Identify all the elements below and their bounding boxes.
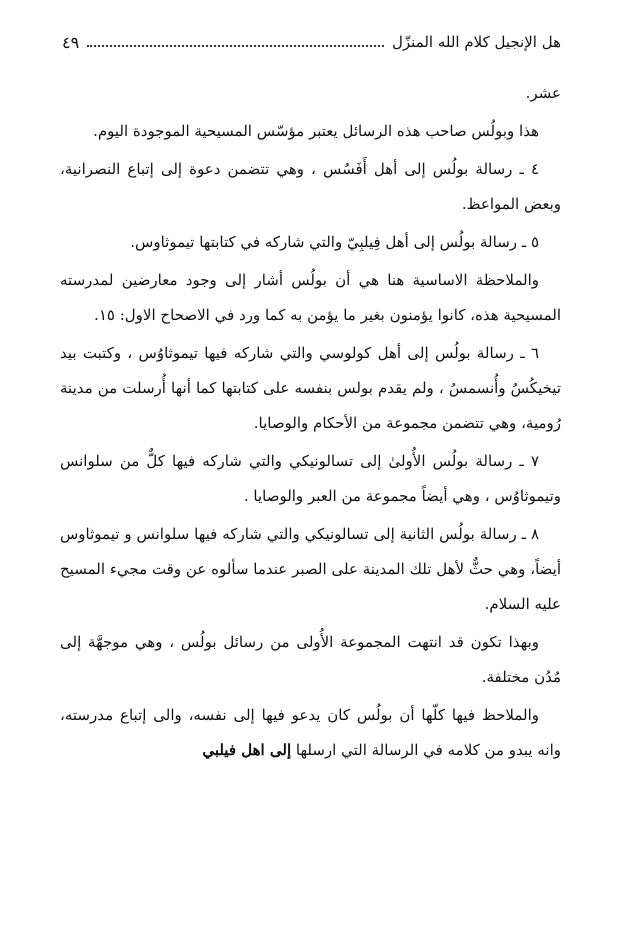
final-note-bold-text: إلى اهل فيلبي <box>202 741 292 759</box>
paragraph-first-group-end: وبهذا تكون قد انتهت المجموعة الأُولى من رسائل بولُس ، وهي موجهَّة إلى مُدُن مختلفة. <box>60 633 561 686</box>
paragraph-item-8-thessalonians-2: ٨ ـ رسالة بولُس الثانية إلى تسالونيكي والتي شاركه فيها سلوانس و تيموثاوس أيضاً، وهي حثٌّ لأهل تلك المدينة على الصبر عندما سألوه عن وقت مجيء المسيح عليه السلام. <box>60 525 561 613</box>
dot-leader <box>87 45 384 47</box>
paragraph-main-observation: والملاحظة الاساسية هنا هي أن بولُس أشار إلى وجود معارضين لمدرسته المسيحية هذه، كانوا يؤمنون بغير ما يؤمن به كما ورد في الاصحاح الاول: ١٥. <box>60 271 561 324</box>
paragraph-item-5-philippians: ٥ ـ رسالة بولُس إلى أهل فِيلبِيّ والتي شاركه في كتابتها تيموثاوس. <box>130 233 539 251</box>
running-header <box>62 30 561 54</box>
final-note-text: والملاحظ فيها كلّها أن بولُس كان يدعو فيها إلى نفسه، والى إتباع مدرسته، وانه يبدو من كلامه في الرسالة التي ارسلها <box>60 706 561 759</box>
paragraph-continuation: عشر. <box>525 84 561 102</box>
paragraph-paul-founder: هذا وبولُس صاحب هذه الرسائل يعتبر مؤسّس المسيحية الموجودة اليوم. <box>93 122 539 140</box>
header-title: هل الإنجيل كلام الله المنزّل <box>391 33 561 51</box>
paragraph-final-note <box>60 698 561 768</box>
paragraph-item-4-ephesians: ٤ ـ رسالة بولُس إلى أهل أَفَسُس ، وهي تتضمن دعوة إلى إتباع النصرانية، وبعض المواعظ. <box>60 160 561 213</box>
body-text <box>60 76 561 768</box>
paragraph-item-7-thessalonians-1: ٧ ـ رسالة بولُس الأُولىٰ إلى تسالونيكي والتي شاركه فيها كلٌّ من سلوانس وتيموثاوُس ، وهي أيضاً مجموعة من العبر والوصايا . <box>60 452 561 505</box>
page-number: ٤٩ <box>62 32 80 52</box>
paragraph-item-6-colossians: ٦ ـ رسالة بولُس إلى أهل كولوسي والتي شاركه فيها تيموثاوُس ، وكتبت بيد تيخيكُسُ وأُنسمسُ ، ولم يقدم بولس بنفسه على كتابتها كما أنها أُرسلت من مدينة رُومية، وهي تتضمن مجموعة من الأحكام والوصايا. <box>60 344 561 432</box>
